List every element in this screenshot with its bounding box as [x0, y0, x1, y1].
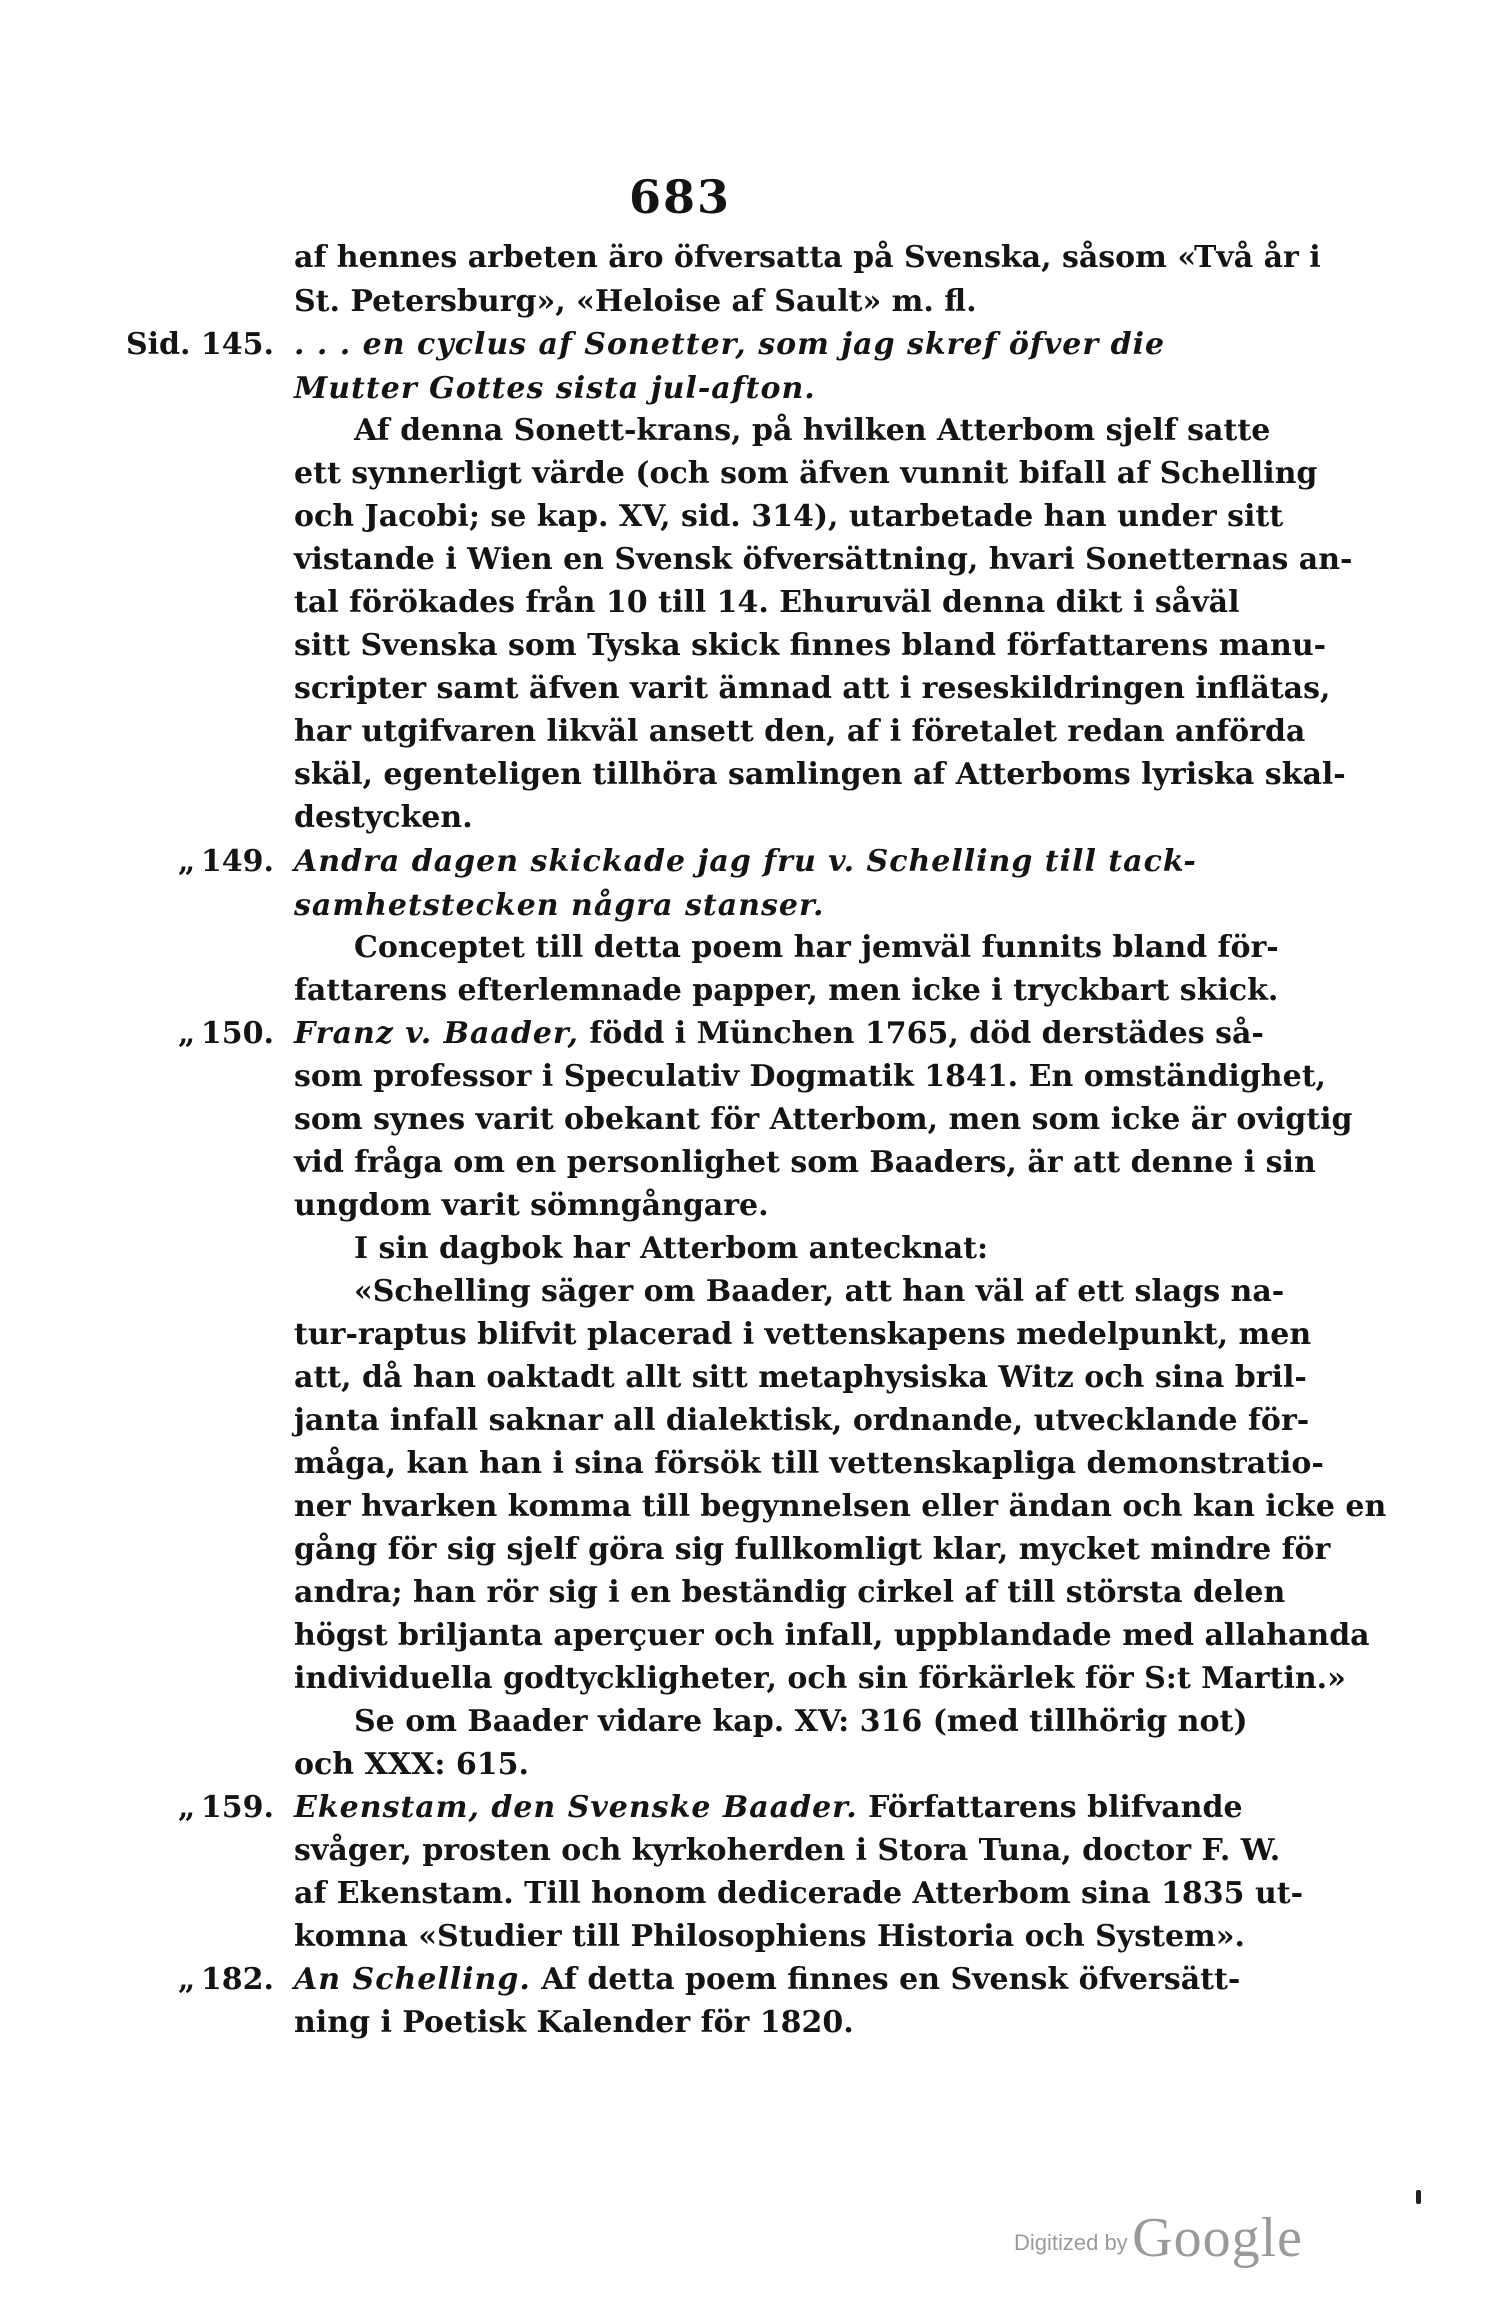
line-text: «Schelling säger om Baader, att han väl af ett slags na-	[354, 1274, 1285, 1309]
line-text: skäl, egenteligen tillhöra samlingen af Atterboms lyriska skal-	[294, 757, 1346, 792]
line-text: högst briljanta aperçuer och infall, uppblandade med allahanda	[294, 1618, 1370, 1653]
text-line	[294, 326, 1166, 364]
text-line	[294, 670, 1331, 708]
text-line	[294, 455, 1318, 493]
text-line	[294, 1918, 1245, 1956]
text-line	[294, 584, 1240, 622]
page-number: 683	[628, 170, 732, 224]
line-text: har utgifvaren likväl ansett den, af i företalet redan anförda	[294, 714, 1306, 749]
line-text: och XXX: 615.	[294, 1747, 529, 1782]
line-text: vid fråga om en personlighet som Baaders, är att denne i sin	[294, 1145, 1316, 1180]
text-line	[294, 627, 1327, 665]
text-line	[294, 1015, 1264, 1053]
ditto-mark: „	[178, 1790, 196, 1825]
watermark-prefix: Digitized by	[1013, 2230, 1128, 2255]
text-line	[294, 1359, 1307, 1397]
line-text: scripter samt äfven varit ämnad att i reseskildringen inflätas,	[294, 671, 1331, 706]
reference-marker	[124, 326, 274, 364]
reference-marker	[178, 1789, 274, 1827]
reference-number: Sid. 145.	[126, 327, 274, 362]
entry-title: Ekenstam, den Svenske Baader.	[294, 1790, 858, 1825]
line-text: af hennes arbeten äro öfversatta på Svenska, såsom «Två år i	[294, 240, 1321, 275]
line-text: ner hvarken komma till begynnelsen eller ändan och kan icke en	[294, 1489, 1387, 1524]
work-title: samhetstecken några stanser.	[294, 888, 825, 923]
text-line	[294, 1101, 1353, 1139]
line-text: svåger, prosten och kyrkoherden i Stora Tuna, doctor F. W.	[294, 1833, 1281, 1868]
watermark-logo: Google	[1132, 2207, 1303, 2269]
text-line	[294, 843, 1197, 881]
line-text: Conceptet till detta poem har jemväl funnits bland för-	[354, 930, 1279, 965]
reference-number: 150.	[200, 1016, 274, 1051]
text-line	[294, 541, 1353, 579]
text-line	[294, 1144, 1316, 1182]
text-line	[294, 1316, 1312, 1354]
line-text: fattarens efterlemnade papper, men icke i tryckbart skick.	[294, 973, 1279, 1008]
digitized-by-google-watermark	[1014, 2206, 1303, 2270]
text-line	[294, 1488, 1387, 1526]
text-line	[294, 887, 1156, 925]
text-line	[294, 1789, 1243, 1827]
text-line	[294, 799, 1156, 837]
text-line	[294, 1875, 1304, 1913]
text-line	[294, 283, 1156, 321]
reference-marker	[178, 1015, 274, 1053]
line-text: individuella godtyckligheter, och sin förkärlek för S:t Martin.»	[294, 1661, 1346, 1696]
line-text: Af denna Sonett-krans, på hvilken Atterbom sjelf satte	[354, 413, 1271, 448]
text-line	[354, 929, 1279, 967]
text-line	[354, 1273, 1285, 1311]
line-text: ett synnerligt värde (och som äfven vunnit bifall af Schelling	[294, 456, 1318, 491]
text-line	[294, 1531, 1331, 1569]
line-text: vistande i Wien en Svensk öfversättning, hvari Sonetternas an-	[294, 542, 1353, 577]
text-line	[294, 1832, 1281, 1870]
reference-marker	[178, 843, 274, 881]
text-line	[294, 2004, 1156, 2042]
text-line	[294, 498, 1284, 536]
line-text: måga, kan han i sina försök till vettenskapliga demonstratio-	[294, 1446, 1324, 1481]
line-text: Se om Baader vidare kap. XV: 316 (med tillhörig not)	[354, 1704, 1248, 1739]
text-line	[294, 1660, 1346, 1698]
text-line	[294, 972, 1279, 1010]
line-text: sitt Svenska som Tyska skick finnes bland författarens manu-	[294, 628, 1327, 663]
ditto-mark: „	[178, 844, 196, 879]
work-title: . . . en cyclus af Sonetter, som jag skref öfver die	[294, 327, 1166, 362]
line-text: ning i Poetisk Kalender för 1820.	[294, 2005, 854, 2040]
line-text: janta infall saknar all dialektisk, ordnande, utvecklande för-	[294, 1403, 1310, 1438]
work-title: Mutter Gottes sista jul-afton.	[294, 371, 816, 406]
text-line	[294, 239, 1321, 277]
line-text: Af detta poem finnes en Svensk öfversätt-	[530, 1962, 1241, 1997]
reference-number: 149.	[200, 844, 274, 879]
reference-number: 159.	[200, 1790, 274, 1825]
line-text: född i München 1765, död derstädes så-	[578, 1016, 1264, 1051]
line-text: andra; han rör sig i en beständig cirkel af till största delen	[294, 1575, 1286, 1610]
text-line	[294, 1961, 1241, 1999]
line-text: och Jacobi; se kap. XV, sid. 314), utarbetade han under sitt	[294, 499, 1284, 534]
text-line	[294, 713, 1306, 751]
line-text: Författarens blifvande	[857, 1790, 1243, 1825]
line-text: som synes varit obekant för Atterbom, men som icke är ovigtig	[294, 1102, 1353, 1137]
entry-title: Franz v. Baader,	[294, 1016, 579, 1051]
line-text: destycken.	[294, 800, 473, 835]
line-text: som professor i Speculativ Dogmatik 1841. En omständighet,	[294, 1059, 1326, 1094]
text-line	[294, 1574, 1286, 1612]
scan-speck	[1416, 2190, 1421, 2204]
work-title: Andra dagen skickade jag fru v. Schelling till tack-	[294, 844, 1197, 879]
line-text: komna «Studier till Philosophiens Historia och System».	[294, 1919, 1245, 1954]
ditto-mark: „	[178, 1962, 196, 1997]
line-text: tur-raptus blifvit placerad i vettenskapens medelpunkt, men	[294, 1317, 1312, 1352]
text-line	[354, 1230, 1156, 1268]
reference-marker	[178, 1961, 274, 1999]
line-text: tal förökades från 10 till 14. Ehuruväl denna dikt i såväl	[294, 585, 1240, 620]
line-text: att, då han oaktadt allt sitt metaphysiska Witz och sina bril-	[294, 1360, 1307, 1395]
text-line	[294, 1746, 1156, 1784]
text-line	[294, 1445, 1324, 1483]
text-line	[354, 412, 1271, 450]
text-line	[294, 1058, 1326, 1096]
line-text: I sin dagbok har Atterbom antecknat:	[354, 1231, 989, 1266]
text-line	[294, 1187, 1156, 1225]
line-text: St. Petersburg», «Heloise af Sault» m. fl.	[294, 284, 977, 319]
entry-title: An Schelling.	[294, 1962, 531, 1997]
text-line	[294, 370, 1156, 408]
text-line	[294, 1617, 1370, 1655]
ditto-mark: „	[178, 1016, 196, 1051]
line-text: gång för sig sjelf göra sig fullkomligt klar, mycket mindre för	[294, 1532, 1331, 1567]
text-line	[294, 756, 1346, 794]
reference-number: 182.	[200, 1962, 274, 1997]
text-line	[294, 1402, 1310, 1440]
text-line	[354, 1703, 1248, 1741]
line-text: af Ekenstam. Till honom dedicerade Atterbom sina 1835 ut-	[294, 1876, 1304, 1911]
line-text: ungdom varit sömngångare.	[294, 1188, 769, 1223]
